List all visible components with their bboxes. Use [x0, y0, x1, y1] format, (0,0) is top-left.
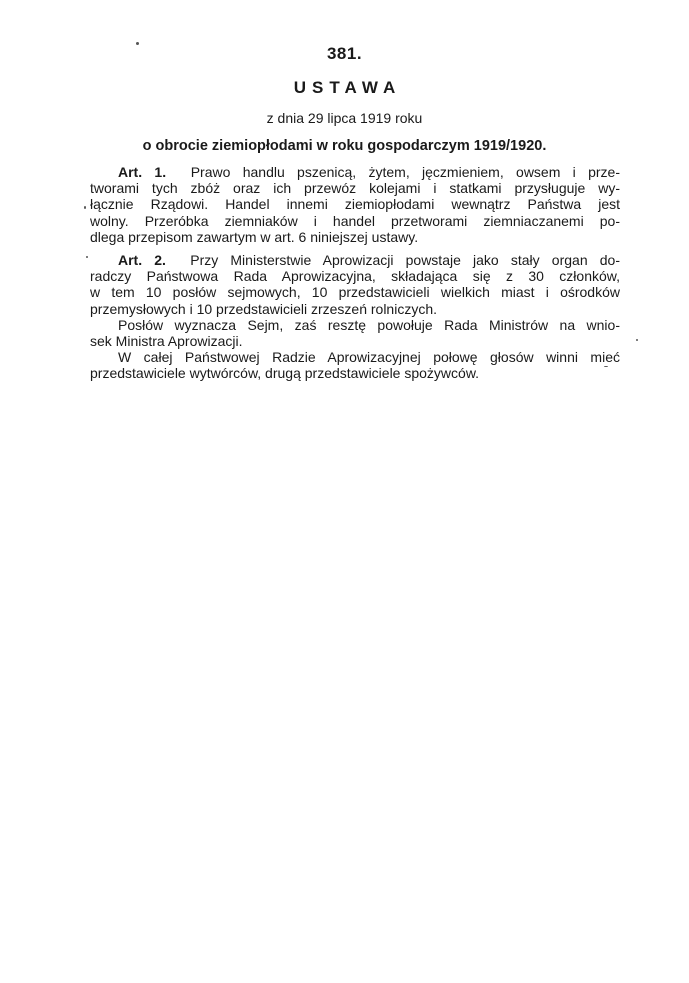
article-2-label: Art. 2. — [118, 252, 166, 268]
scan-speck — [86, 256, 88, 258]
article-2-line-1 — [90, 252, 620, 268]
scan-speck — [136, 42, 139, 45]
article-1-line-1 — [90, 164, 620, 180]
article-2-line-4: przemysłowych i 10 przedstawicieli zrzeszeń rolniczych. — [90, 300, 438, 317]
article-2-line-3: w tem 10 posłów sejmowych, 10 przedstawicieli wielkich miast i ośrodków — [90, 284, 620, 301]
document-type-heading: USTAWA — [293, 78, 402, 97]
article-2-para2-line-1: Posłów wyznacza Sejm, zaś resztę powołuje Rada Ministrów na wnio- — [118, 316, 620, 333]
article-2-line-2: radczy Państwowa Rada Aprowizacyjna, składająca się z 30 członków, — [90, 268, 620, 285]
article-1-text: Prawo handlu pszenicą, żytem, jęczmieniem, owsem i prze- — [190, 164, 620, 180]
article-1-line-2: tworami tych zbóż oraz ich przewóz kolejami i statkami przysługuje wy- — [90, 180, 620, 197]
article-2-para2-line-2: sek Ministra Aprowizacji. — [90, 333, 243, 350]
scan-speck — [604, 366, 608, 367]
article-1-label: Art. 1. — [118, 164, 167, 180]
article-2-text: Przy Ministerstwie Aprowizacji powstaje jako stały organ do- — [190, 252, 620, 268]
document-date: z dnia 29 lipca 1919 roku — [266, 110, 423, 126]
scan-speck — [84, 206, 86, 209]
article-1 — [90, 164, 620, 245]
page-number: 381. — [326, 44, 363, 63]
article-2-para3-line-1: W całej Państwowej Radzie Aprowizacyjnej połowę głosów winni mieć — [118, 349, 620, 366]
article-2 — [90, 252, 620, 382]
article-1-line-5: dlega przepisom zawartym w art. 6 niniejszej ustawy. — [90, 228, 419, 245]
article-1-line-3: łącznie Rządowi. Handel innemi ziemiopłodami wewnątrz Państwa jest — [90, 196, 620, 213]
article-2-para3-line-2: przedstawiciele wytwórców, drugą przedstawiciele spożywców. — [90, 365, 480, 382]
article-1-line-4: wolny. Przeróbka ziemniaków i handel przetworami ziemniaczanemi po- — [90, 212, 620, 229]
scan-speck — [636, 339, 638, 341]
document-title: o obrocie ziemiopłodami w roku gospodarczym 1919/1920. — [142, 138, 547, 154]
